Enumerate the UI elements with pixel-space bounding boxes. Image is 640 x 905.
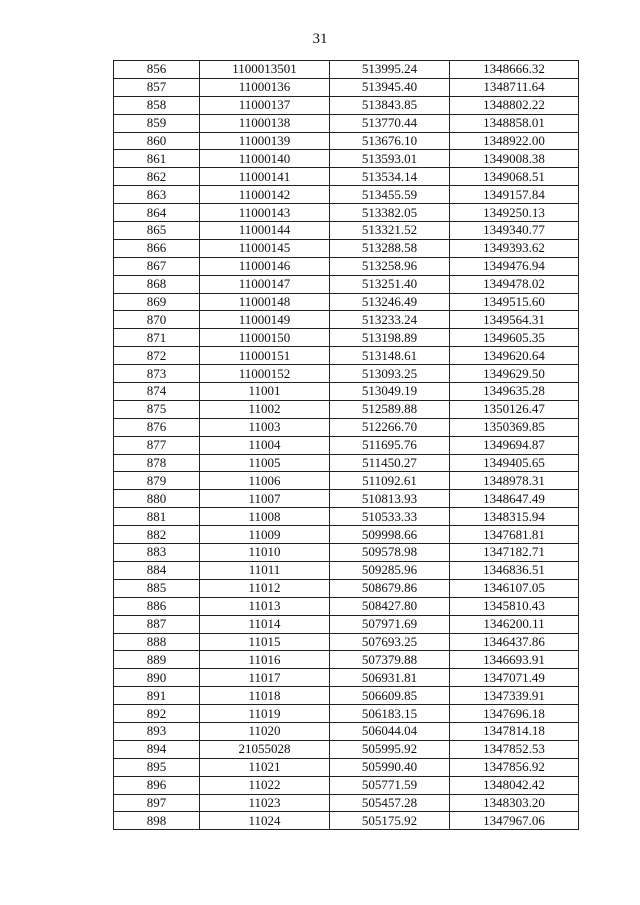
row-number-cell: 883 [114,544,200,562]
x-coordinate-cell: 513198.89 [330,329,450,347]
y-coordinate-cell: 1349478.02 [450,275,579,293]
y-coordinate-cell: 1347339.91 [450,687,579,705]
y-coordinate-cell: 1346836.51 [450,561,579,579]
x-coordinate-cell: 508427.80 [330,597,450,615]
point-id-cell: 11000140 [200,150,330,168]
point-id-cell: 11000144 [200,222,330,240]
page-number: 31 [312,31,328,47]
point-id-cell: 11001 [200,383,330,401]
row-number-cell: 896 [114,776,200,794]
x-coordinate-cell: 507971.69 [330,615,450,633]
table-row [114,383,579,401]
table-row [114,705,579,723]
point-id-cell: 11018 [200,687,330,705]
point-id-cell: 11016 [200,651,330,669]
point-id-cell: 11015 [200,633,330,651]
x-coordinate-cell: 509998.66 [330,526,450,544]
point-id-cell: 11010 [200,544,330,562]
table-row [114,168,579,186]
y-coordinate-cell: 1349629.50 [450,365,579,383]
x-coordinate-cell: 513534.14 [330,168,450,186]
table-row [114,61,579,79]
row-number-cell: 861 [114,150,200,168]
point-id-cell: 11013 [200,597,330,615]
x-coordinate-cell: 513676.10 [330,132,450,150]
row-number-cell: 860 [114,132,200,150]
y-coordinate-cell: 1348666.32 [450,61,579,79]
x-coordinate-cell: 511450.27 [330,454,450,472]
y-coordinate-cell: 1348922.00 [450,132,579,150]
table-row [114,96,579,114]
point-id-cell: 11012 [200,579,330,597]
table-row [114,812,579,830]
y-coordinate-cell: 1349476.94 [450,257,579,275]
y-coordinate-cell: 1346107.05 [450,579,579,597]
table-row [114,669,579,687]
row-number-cell: 863 [114,186,200,204]
row-number-cell: 870 [114,311,200,329]
x-coordinate-cell: 513258.96 [330,257,450,275]
row-number-cell: 886 [114,597,200,615]
row-number-cell: 876 [114,418,200,436]
point-id-cell: 21055028 [200,740,330,758]
row-number-cell: 889 [114,651,200,669]
table-row [114,687,579,705]
x-coordinate-cell: 509285.96 [330,561,450,579]
x-coordinate-cell: 506609.85 [330,687,450,705]
x-coordinate-cell: 510533.33 [330,508,450,526]
point-id-cell: 11009 [200,526,330,544]
row-number-cell: 888 [114,633,200,651]
table-row [114,257,579,275]
point-id-cell: 11021 [200,758,330,776]
point-id-cell: 11000136 [200,78,330,96]
x-coordinate-cell: 512266.70 [330,418,450,436]
table-row [114,758,579,776]
row-number-cell: 875 [114,400,200,418]
table-row [114,544,579,562]
point-id-cell: 11000137 [200,96,330,114]
table-row [114,293,579,311]
row-number-cell: 864 [114,204,200,222]
point-id-cell: 11000152 [200,365,330,383]
point-id-cell: 11022 [200,776,330,794]
point-id-cell: 11019 [200,705,330,723]
y-coordinate-cell: 1349635.28 [450,383,579,401]
y-coordinate-cell: 1349008.38 [450,150,579,168]
x-coordinate-cell: 505771.59 [330,776,450,794]
y-coordinate-cell: 1349605.35 [450,329,579,347]
y-coordinate-cell: 1346437.86 [450,633,579,651]
table-row [114,239,579,257]
row-number-cell: 867 [114,257,200,275]
y-coordinate-cell: 1348303.20 [450,794,579,812]
table-row [114,740,579,758]
table-row [114,329,579,347]
row-number-cell: 897 [114,794,200,812]
table-row [114,132,579,150]
point-id-cell: 11011 [200,561,330,579]
point-id-cell: 11005 [200,454,330,472]
table-row [114,311,579,329]
x-coordinate-cell: 513455.59 [330,186,450,204]
y-coordinate-cell: 1350126.47 [450,400,579,418]
x-coordinate-cell: 505175.92 [330,812,450,830]
row-number-cell: 882 [114,526,200,544]
point-id-cell: 11002 [200,400,330,418]
coordinates-table [113,60,579,830]
x-coordinate-cell: 513995.24 [330,61,450,79]
table-row [114,454,579,472]
y-coordinate-cell: 1348802.22 [450,96,579,114]
x-coordinate-cell: 513945.40 [330,78,450,96]
y-coordinate-cell: 1347681.81 [450,526,579,544]
point-id-cell: 11020 [200,722,330,740]
y-coordinate-cell: 1349564.31 [450,311,579,329]
point-id-cell: 11017 [200,669,330,687]
table-row [114,347,579,365]
point-id-cell: 11000145 [200,239,330,257]
point-id-cell: 11000141 [200,168,330,186]
y-coordinate-cell: 1347852.53 [450,740,579,758]
table-row [114,418,579,436]
point-id-cell: 11004 [200,436,330,454]
table-row [114,436,579,454]
point-id-cell: 11000139 [200,132,330,150]
row-number-cell: 892 [114,705,200,723]
row-number-cell: 881 [114,508,200,526]
row-number-cell: 893 [114,722,200,740]
x-coordinate-cell: 505457.28 [330,794,450,812]
row-number-cell: 872 [114,347,200,365]
row-number-cell: 885 [114,579,200,597]
y-coordinate-cell: 1348315.94 [450,508,579,526]
table-row [114,776,579,794]
row-number-cell: 894 [114,740,200,758]
row-number-cell: 865 [114,222,200,240]
point-id-cell: 11000149 [200,311,330,329]
point-id-cell: 11000150 [200,329,330,347]
y-coordinate-cell: 1349157.84 [450,186,579,204]
point-id-cell: 11023 [200,794,330,812]
table-row [114,794,579,812]
table-row [114,400,579,418]
table-row [114,722,579,740]
row-number-cell: 895 [114,758,200,776]
table-row [114,275,579,293]
y-coordinate-cell: 1350369.85 [450,418,579,436]
y-coordinate-cell: 1346693.91 [450,651,579,669]
table-row [114,222,579,240]
table-row [114,472,579,490]
y-coordinate-cell: 1346200.11 [450,615,579,633]
y-coordinate-cell: 1347182.71 [450,544,579,562]
table-row [114,579,579,597]
y-coordinate-cell: 1345810.43 [450,597,579,615]
y-coordinate-cell: 1347696.18 [450,705,579,723]
row-number-cell: 858 [114,96,200,114]
point-id-cell: 11000143 [200,204,330,222]
x-coordinate-cell: 506183.15 [330,705,450,723]
x-coordinate-cell: 509578.98 [330,544,450,562]
table-row [114,150,579,168]
table-row [114,508,579,526]
row-number-cell: 879 [114,472,200,490]
x-coordinate-cell: 506931.81 [330,669,450,687]
table-row [114,633,579,651]
point-id-cell: 11008 [200,508,330,526]
y-coordinate-cell: 1347814.18 [450,722,579,740]
row-number-cell: 898 [114,812,200,830]
row-number-cell: 873 [114,365,200,383]
row-number-cell: 871 [114,329,200,347]
point-id-cell: 1100013501 [200,61,330,79]
y-coordinate-cell: 1349515.60 [450,293,579,311]
table-row [114,365,579,383]
point-id-cell: 11003 [200,418,330,436]
point-id-cell: 11024 [200,812,330,830]
y-coordinate-cell: 1349694.87 [450,436,579,454]
row-number-cell: 877 [114,436,200,454]
table-row [114,186,579,204]
row-number-cell: 857 [114,78,200,96]
x-coordinate-cell: 505990.40 [330,758,450,776]
table-row [114,615,579,633]
y-coordinate-cell: 1349340.77 [450,222,579,240]
row-number-cell: 884 [114,561,200,579]
y-coordinate-cell: 1348647.49 [450,490,579,508]
table-row [114,490,579,508]
x-coordinate-cell: 513246.49 [330,293,450,311]
y-coordinate-cell: 1349405.65 [450,454,579,472]
table-row [114,561,579,579]
x-coordinate-cell: 510813.93 [330,490,450,508]
table-row [114,114,579,132]
row-number-cell: 878 [114,454,200,472]
table-row [114,78,579,96]
y-coordinate-cell: 1348042.42 [450,776,579,794]
row-number-cell: 890 [114,669,200,687]
x-coordinate-cell: 506044.04 [330,722,450,740]
table-row [114,526,579,544]
row-number-cell: 891 [114,687,200,705]
x-coordinate-cell: 513148.61 [330,347,450,365]
point-id-cell: 11000148 [200,293,330,311]
row-number-cell: 880 [114,490,200,508]
x-coordinate-cell: 513770.44 [330,114,450,132]
row-number-cell: 869 [114,293,200,311]
row-number-cell: 856 [114,61,200,79]
point-id-cell: 11000146 [200,257,330,275]
x-coordinate-cell: 513382.05 [330,204,450,222]
row-number-cell: 862 [114,168,200,186]
row-number-cell: 866 [114,239,200,257]
point-id-cell: 11014 [200,615,330,633]
y-coordinate-cell: 1347967.06 [450,812,579,830]
x-coordinate-cell: 511092.61 [330,472,450,490]
y-coordinate-cell: 1349068.51 [450,168,579,186]
x-coordinate-cell: 507379.88 [330,651,450,669]
table-row [114,651,579,669]
table-row [114,204,579,222]
x-coordinate-cell: 511695.76 [330,436,450,454]
x-coordinate-cell: 507693.25 [330,633,450,651]
x-coordinate-cell: 513251.40 [330,275,450,293]
row-number-cell: 868 [114,275,200,293]
point-id-cell: 11000147 [200,275,330,293]
y-coordinate-cell: 1347856.92 [450,758,579,776]
x-coordinate-cell: 505995.92 [330,740,450,758]
coordinates-table-body [114,61,579,830]
y-coordinate-cell: 1348858.01 [450,114,579,132]
x-coordinate-cell: 508679.86 [330,579,450,597]
x-coordinate-cell: 513233.24 [330,311,450,329]
row-number-cell: 887 [114,615,200,633]
x-coordinate-cell: 512589.88 [330,400,450,418]
x-coordinate-cell: 513093.25 [330,365,450,383]
point-id-cell: 11000142 [200,186,330,204]
x-coordinate-cell: 513321.52 [330,222,450,240]
x-coordinate-cell: 513288.58 [330,239,450,257]
point-id-cell: 11000151 [200,347,330,365]
row-number-cell: 859 [114,114,200,132]
y-coordinate-cell: 1349250.13 [450,204,579,222]
x-coordinate-cell: 513593.01 [330,150,450,168]
point-id-cell: 11007 [200,490,330,508]
y-coordinate-cell: 1349393.62 [450,239,579,257]
point-id-cell: 11000138 [200,114,330,132]
row-number-cell: 874 [114,383,200,401]
y-coordinate-cell: 1349620.64 [450,347,579,365]
y-coordinate-cell: 1348711.64 [450,78,579,96]
table-row [114,597,579,615]
x-coordinate-cell: 513049.19 [330,383,450,401]
point-id-cell: 11006 [200,472,330,490]
y-coordinate-cell: 1348978.31 [450,472,579,490]
x-coordinate-cell: 513843.85 [330,96,450,114]
y-coordinate-cell: 1347071.49 [450,669,579,687]
